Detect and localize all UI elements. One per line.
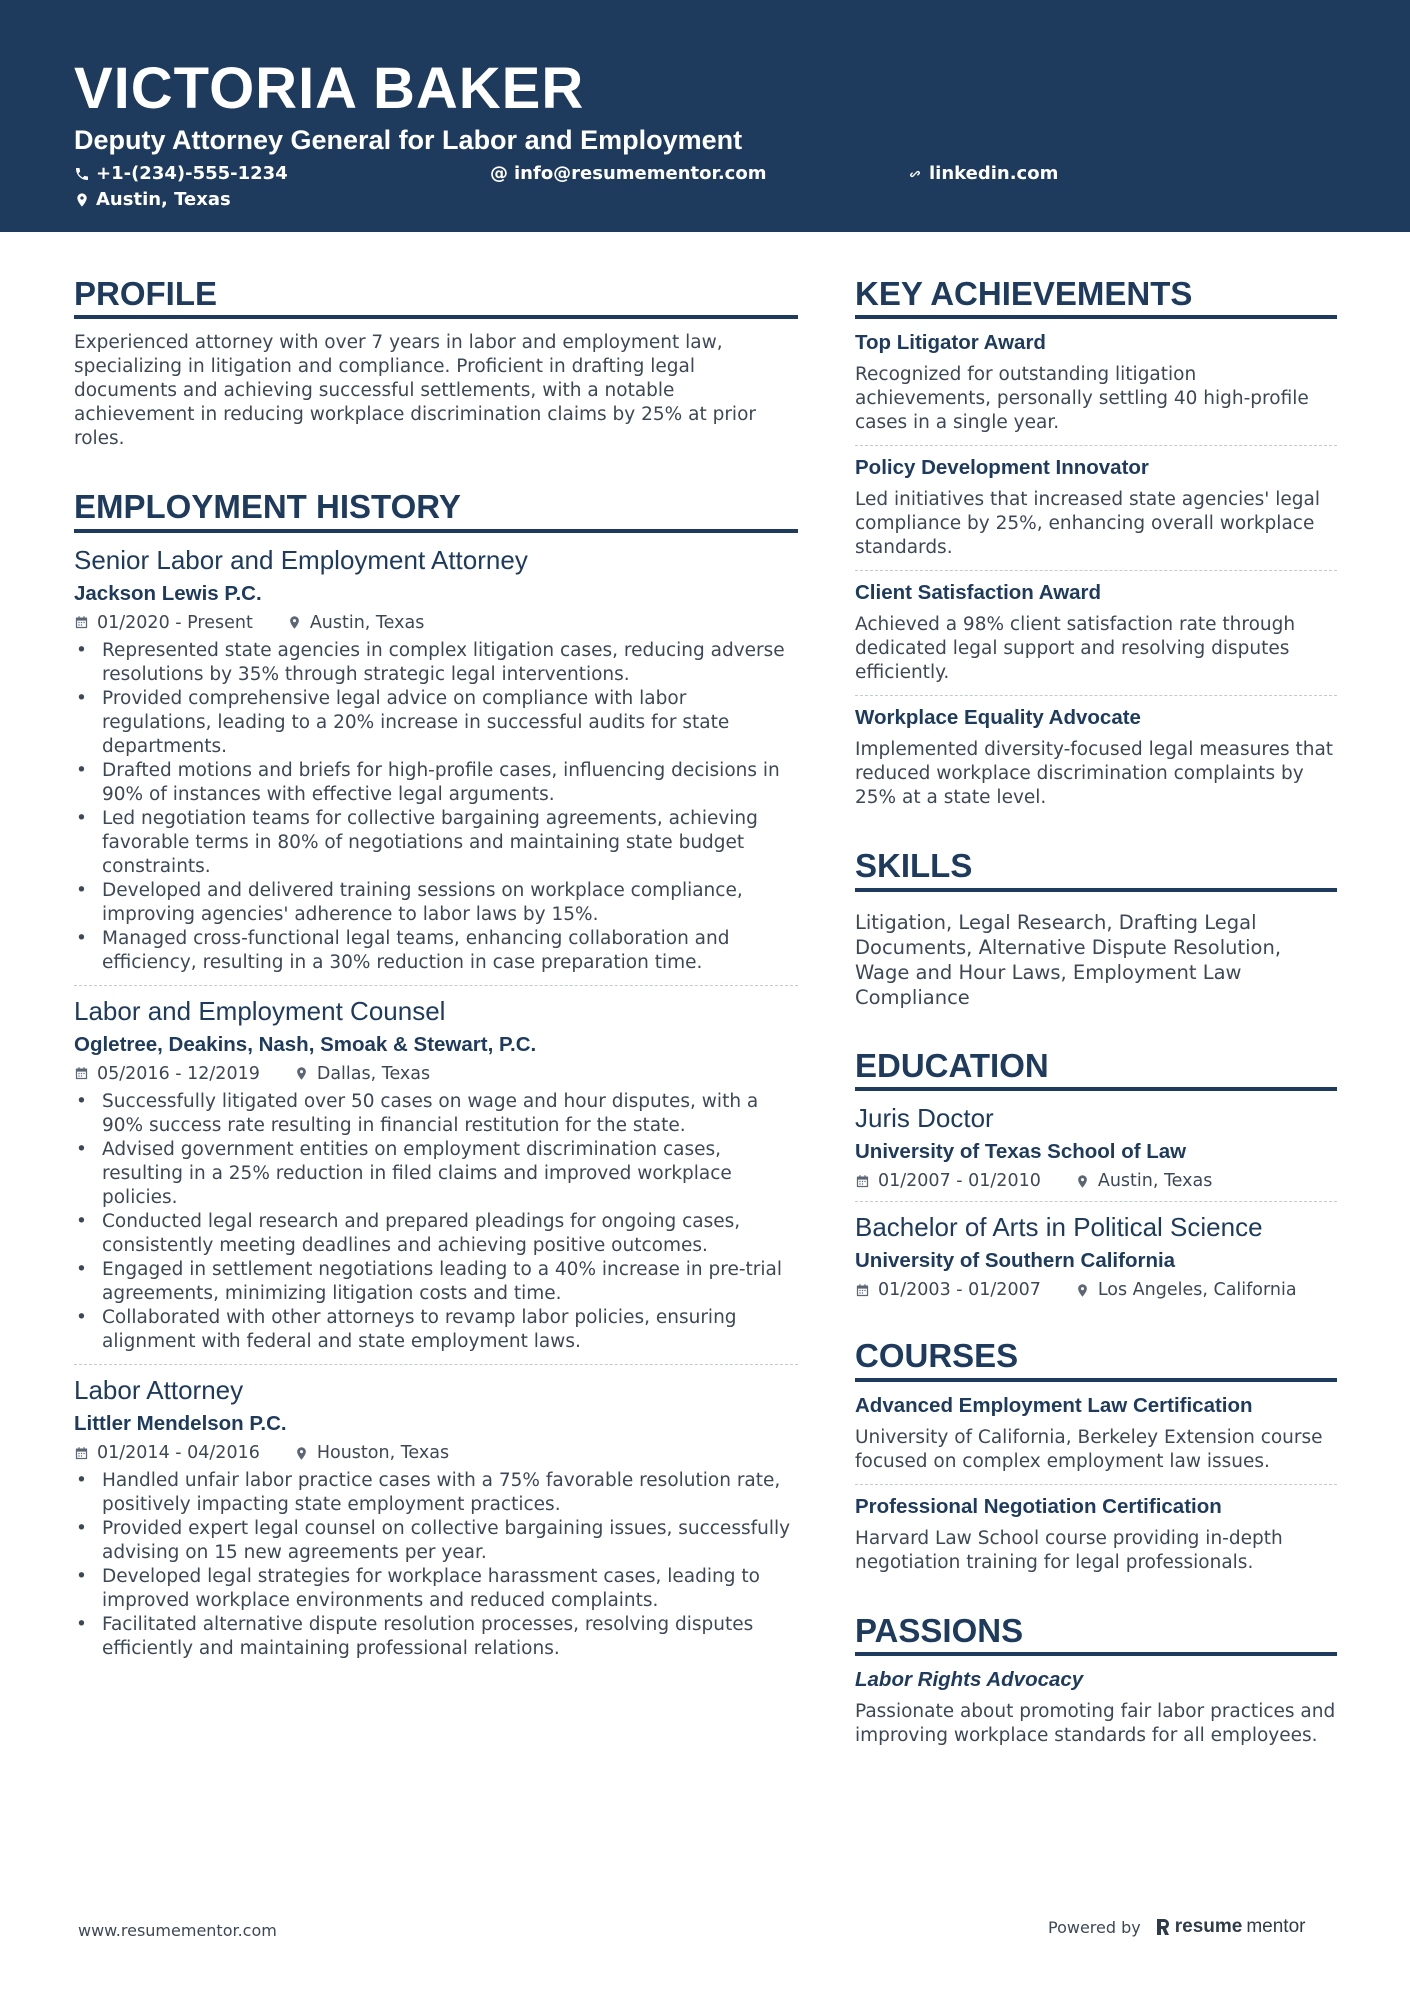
course-title: Professional Negotiation Certification bbox=[855, 1494, 1222, 1518]
course-item bbox=[855, 1394, 1337, 1474]
achievement-item bbox=[855, 706, 1337, 810]
achievement-item bbox=[855, 581, 1337, 685]
skills-section bbox=[855, 848, 1337, 1009]
section-title: KEY ACHIEVEMENTS bbox=[855, 276, 1337, 319]
phone-icon bbox=[74, 166, 90, 182]
achievements-section bbox=[855, 276, 1337, 810]
job-meta bbox=[74, 1443, 798, 1463]
location-pin-icon bbox=[74, 192, 90, 208]
passion-item bbox=[855, 1668, 1337, 1748]
achievement-title: Top Litigator Award bbox=[855, 331, 1046, 355]
achievement-text: Achieved a 98% client satisfaction rate through dedicated legal support and resolving disputes efficiently. bbox=[855, 614, 1296, 684]
calendar-icon bbox=[74, 1066, 89, 1081]
passions-section bbox=[855, 1613, 1337, 1748]
brand-light: mentor bbox=[1246, 1916, 1306, 1937]
skills-text: Litigation, Legal Research, Drafting Legal Documents, Alternative Dispute Resolution, Wage and Hour Laws, Employment Law Compliance bbox=[855, 910, 1282, 1009]
school: University of Texas School of Law bbox=[855, 1140, 1187, 1164]
achievement-text: Led initiatives that increased state agencies' legal compliance by 25%, enhancing overall workplace standards. bbox=[855, 489, 1320, 559]
divider bbox=[855, 1201, 1337, 1202]
courses-section bbox=[855, 1338, 1337, 1574]
location-text: Austin, Texas bbox=[96, 189, 231, 210]
education-meta bbox=[855, 1171, 1337, 1191]
profile-text: Experienced attorney with over 7 years in labor and employment law, specializing in litigation and compliance. Proficient in drafting legal documents and achieving successful settlements, with a notable achievement in reducing workplace discrimination claims by 25% at prior roles. bbox=[74, 332, 756, 450]
section-title: PROFILE bbox=[74, 276, 798, 319]
achievement-item bbox=[855, 456, 1337, 560]
bullet-item: • Conducted legal research and prepared pleadings for ongoing cases, consistently meeting deadlines and achieving positive outcomes. bbox=[74, 1210, 798, 1258]
achievement-item bbox=[855, 331, 1337, 435]
bullet-item: • Led negotiation teams for collective bargaining agreements, achieving favorable terms in 80% of negotiations and maintaining state budget constraints. bbox=[74, 807, 798, 879]
bullet-item: • Drafted motions and briefs for high-profile cases, influencing decisions in 90% of instances with effective legal arguments. bbox=[74, 759, 798, 807]
job-location: Austin, Texas bbox=[309, 612, 425, 633]
job-meta bbox=[74, 613, 798, 633]
school: University of Southern California bbox=[855, 1249, 1176, 1273]
section-title: SKILLS bbox=[855, 848, 1337, 891]
course-item bbox=[855, 1495, 1337, 1575]
education-location: Los Angeles, California bbox=[1097, 1280, 1297, 1301]
left-column bbox=[74, 276, 798, 1699]
bullet-item: • Handled unfair labor practice cases with a 75% favorable resolution rate, positively impacting state employment practices. bbox=[74, 1469, 798, 1517]
calendar-icon bbox=[855, 1174, 870, 1189]
divider bbox=[855, 695, 1337, 696]
bullet-item: • Advised government entities on employment discrimination cases, resulting in a 25% reduction in filed claims and improved workplace policies. bbox=[74, 1138, 798, 1210]
achievement-title: Policy Development Innovator bbox=[855, 456, 1149, 480]
course-text: Harvard Law School course providing in-depth negotiation training for legal professionals. bbox=[855, 1527, 1283, 1573]
course-title: Advanced Employment Law Certification bbox=[855, 1393, 1253, 1417]
contact-linkedin[interactable] bbox=[907, 165, 1058, 183]
job-location: Houston, Texas bbox=[316, 1443, 450, 1464]
bullet-item: • Managed cross-functional legal teams, enhancing collaboration and efficiency, resulting in a 30% reduction in case preparation time. bbox=[74, 927, 798, 975]
degree: Bachelor of Arts in Political Science bbox=[855, 1212, 1263, 1243]
employment-section bbox=[74, 489, 798, 1661]
achievement-title: Client Satisfaction Award bbox=[855, 581, 1102, 605]
brand-logo[interactable] bbox=[1155, 1916, 1306, 1938]
job-company: Littler Mendelson P.C. bbox=[74, 1412, 287, 1436]
linkedin-text[interactable]: linkedin.com bbox=[929, 163, 1059, 184]
phone-text: +1-(234)-555-1234 bbox=[96, 163, 288, 184]
job-role: Labor and Employment Counsel bbox=[74, 995, 446, 1026]
contact-email bbox=[490, 165, 766, 183]
brand-bold: resume bbox=[1174, 1916, 1243, 1937]
calendar-icon bbox=[74, 1446, 89, 1461]
degree: Juris Doctor bbox=[855, 1102, 994, 1133]
powered-by-text: Powered by bbox=[1048, 1917, 1141, 1937]
education-dates: 01/2007 - 01/2010 bbox=[878, 1171, 1041, 1192]
achievement-text: Implemented diversity-focused legal measures that reduced workplace discrimination complaints by 25% at a state level. bbox=[855, 739, 1334, 809]
location-pin-icon bbox=[1075, 1283, 1090, 1298]
section-title: PASSIONS bbox=[855, 1613, 1337, 1656]
job-entry bbox=[74, 545, 798, 975]
bullet-item: • Successfully litigated over 50 cases on wage and hour disputes, with a 90% success rate resulting in financial restitution for the state. bbox=[74, 1090, 798, 1138]
divider bbox=[855, 570, 1337, 571]
job-company: Ogletree, Deakins, Nash, Smoak & Stewart, P.C. bbox=[74, 1032, 537, 1056]
bullet-item: • Collaborated with other attorneys to revamp labor policies, ensuring alignment with federal and state employment laws. bbox=[74, 1306, 798, 1354]
bullet-item: • Provided comprehensive legal advice on compliance with labor regulations, leading to a 20% increase in successful audits for state departments. bbox=[74, 687, 798, 759]
job-entry bbox=[74, 1375, 798, 1661]
candidate-title: Deputy Attorney General for Labor and Employment bbox=[74, 125, 743, 155]
bullet-item: • Engaged in settlement negotiations leading to a 40% increase in pre-trial agreements, minimizing litigation costs and time. bbox=[74, 1258, 798, 1306]
location-pin-icon bbox=[1075, 1174, 1090, 1189]
bullet-item: • Provided expert legal counsel on collective bargaining issues, successfully advising on 15 new agreements per year. bbox=[74, 1517, 798, 1565]
right-column bbox=[855, 276, 1337, 1786]
education-item bbox=[855, 1103, 1337, 1191]
bullet-item: • Facilitated alternative dispute resolution processes, resolving disputes efficiently and maintaining professional relations. bbox=[74, 1613, 798, 1661]
education-dates: 01/2003 - 01/2007 bbox=[878, 1280, 1041, 1301]
divider bbox=[74, 1364, 798, 1365]
resume-header bbox=[0, 0, 1410, 232]
job-dates: 05/2016 - 12/2019 bbox=[97, 1063, 260, 1084]
job-company: Jackson Lewis P.C. bbox=[74, 581, 262, 605]
achievement-title: Workplace Equality Advocate bbox=[855, 706, 1141, 730]
section-title: EDUCATION bbox=[855, 1048, 1337, 1091]
passion-text: Passionate about promoting fair labor practices and improving workplace standards for all employees. bbox=[855, 1700, 1336, 1746]
at-icon: @ bbox=[490, 163, 508, 184]
resumementor-logo-icon bbox=[1155, 1918, 1171, 1936]
job-dates: 01/2014 - 04/2016 bbox=[97, 1443, 260, 1464]
calendar-icon bbox=[855, 1283, 870, 1298]
job-role: Labor Attorney bbox=[74, 1374, 244, 1405]
education-location: Austin, Texas bbox=[1097, 1171, 1213, 1192]
job-location: Dallas, Texas bbox=[316, 1063, 431, 1084]
job-entry bbox=[74, 996, 798, 1354]
footer-website[interactable]: www.resumementor.com bbox=[78, 1921, 277, 1940]
job-dates: 01/2020 - Present bbox=[97, 612, 253, 633]
section-title: EMPLOYMENT HISTORY bbox=[74, 489, 798, 532]
link-icon bbox=[907, 166, 923, 182]
calendar-icon bbox=[74, 615, 89, 630]
job-bullets bbox=[74, 639, 798, 975]
bullet-item: • Developed and delivered training sessions on workplace compliance, improving agencies' adherence to labor laws by 15%. bbox=[74, 879, 798, 927]
candidate-name: VICTORIA BAKER bbox=[74, 56, 585, 121]
section-title: COURSES bbox=[855, 1338, 1337, 1381]
job-meta bbox=[74, 1064, 798, 1084]
bullet-item: • Developed legal strategies for workplace harassment cases, leading to improved workplace environments and reduced complaints. bbox=[74, 1565, 798, 1613]
contact-phone bbox=[74, 165, 288, 183]
job-role: Senior Labor and Employment Attorney bbox=[74, 544, 528, 575]
education-meta bbox=[855, 1280, 1337, 1300]
divider bbox=[855, 445, 1337, 446]
education-section bbox=[855, 1048, 1337, 1301]
divider bbox=[855, 1484, 1337, 1485]
course-text: University of California, Berkeley Extension course focused on complex employment law issues. bbox=[855, 1426, 1323, 1472]
achievement-text: Recognized for outstanding litigation achievements, personally settling 40 high-profile cases in a single year. bbox=[855, 364, 1309, 434]
email-text: info@resumementor.com bbox=[514, 163, 767, 184]
location-pin-icon bbox=[294, 1446, 309, 1461]
passion-title: Labor Rights Advocacy bbox=[855, 1667, 1084, 1691]
location-pin-icon bbox=[294, 1066, 309, 1081]
job-bullets bbox=[74, 1090, 798, 1354]
education-item bbox=[855, 1212, 1337, 1300]
job-bullets bbox=[74, 1469, 798, 1661]
footer-branding bbox=[1048, 1916, 1305, 1938]
bullet-item: • Represented state agencies in complex litigation cases, reducing adverse resolutions by 35% through strategic legal interventions. bbox=[74, 639, 798, 687]
location-pin-icon bbox=[287, 615, 302, 630]
contact-location bbox=[74, 191, 231, 209]
divider bbox=[74, 985, 798, 986]
profile-section bbox=[74, 276, 798, 451]
